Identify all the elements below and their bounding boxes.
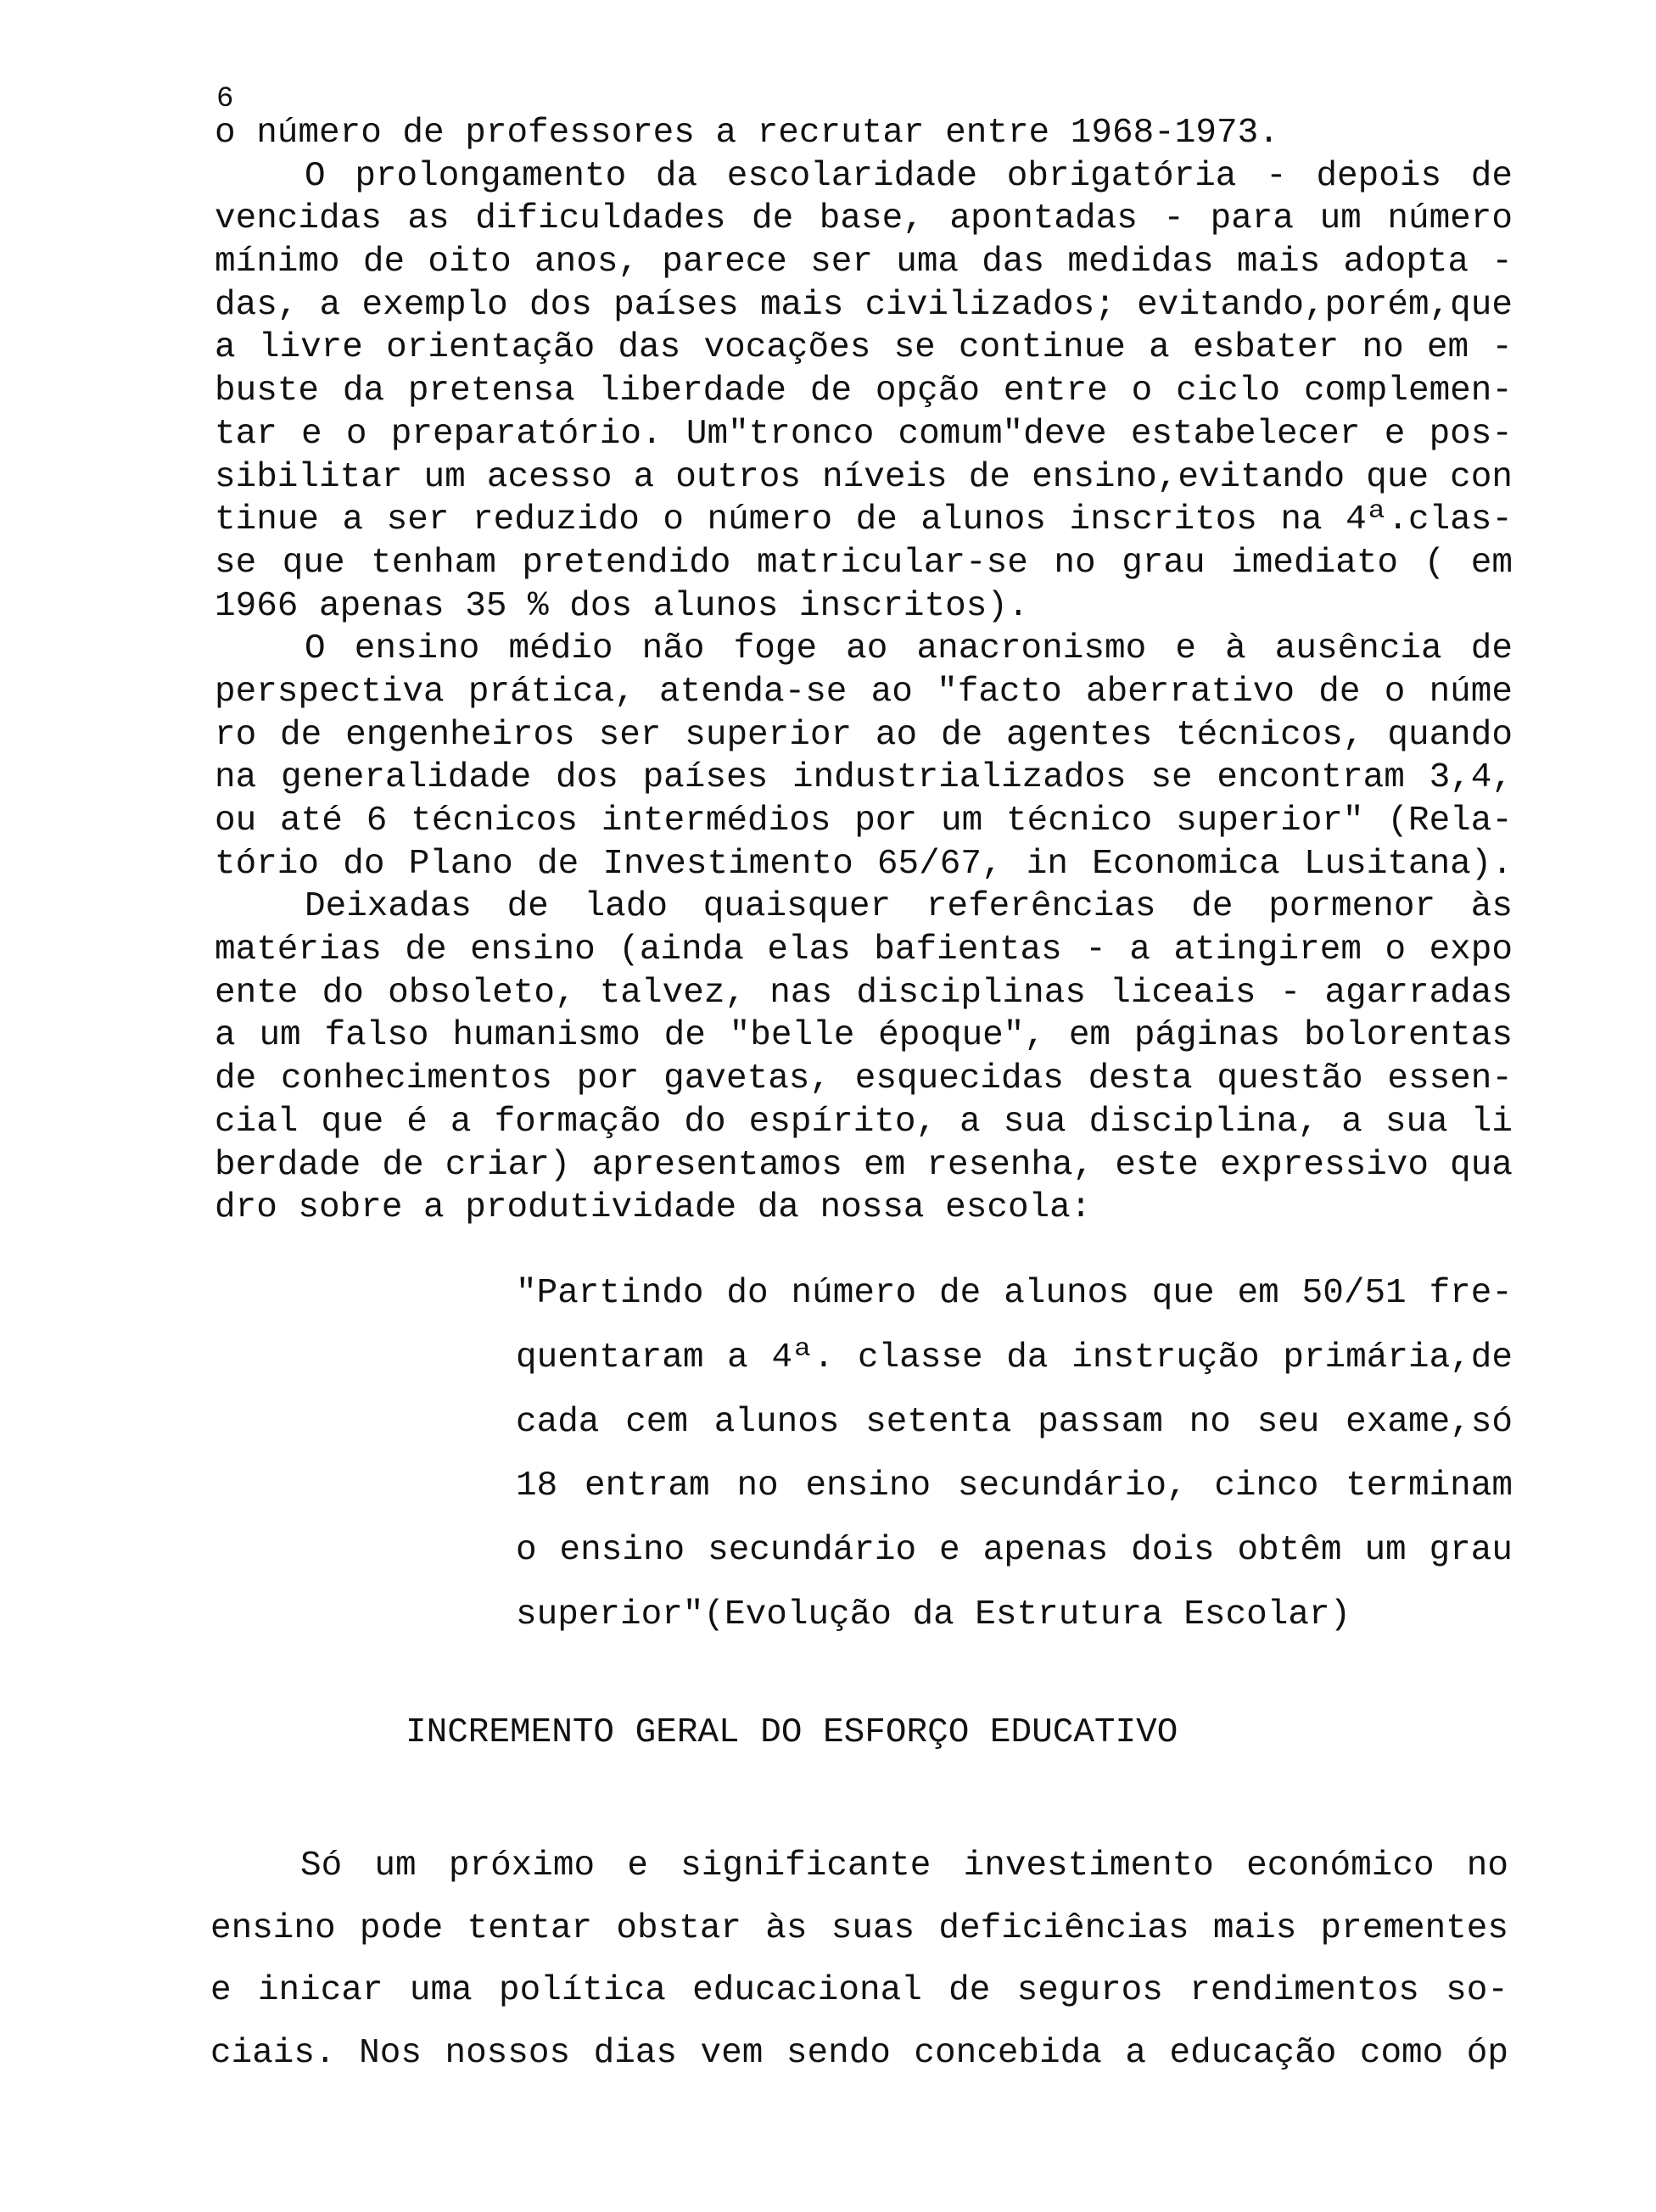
- text-line: cada cem alunos setenta passam no seu exame,só: [516, 1402, 1513, 1442]
- text-line: superior"(Evolução da Estrutura Escolar): [516, 1595, 1351, 1634]
- text-line: ensino pode tentar obstar às suas deficiências mais prementes: [210, 1908, 1508, 1948]
- block-quote: [516, 1262, 1513, 1648]
- text-line: Só um próximo e significante investimento económico no: [300, 1846, 1508, 1885]
- text-line: se que tenham pretendido matricular-se no grau imediato ( em: [215, 543, 1513, 583]
- text-line: e inicar uma política educacional de seguros rendimentos so-: [210, 1971, 1508, 2010]
- text-line: de conhecimentos por gavetas, esquecidas desta questão essen-: [215, 1059, 1513, 1099]
- text-line: das, a exemplo dos países mais civilizados; evitando,porém,que: [215, 285, 1513, 325]
- text-line: dro sobre a produtividade da nossa escola:: [215, 1188, 1092, 1228]
- text-line: ou até 6 técnicos intermédios por um técnico superior" (Rela-: [215, 802, 1513, 841]
- body-text-top: [215, 112, 1513, 1230]
- text-line: O ensino médio não foge ao anacronismo e à ausência de: [305, 629, 1513, 669]
- text-line: cial que é a formação do espírito, a sua disciplina, a sua li: [215, 1102, 1513, 1142]
- text-line: 1966 apenas 35 % dos alunos inscritos).: [215, 586, 1029, 626]
- text-line: o ensino secundário e apenas dois obtêm um grau: [516, 1531, 1513, 1571]
- text-line: "Partindo do número de alunos que em 50/51 fre-: [516, 1274, 1513, 1313]
- text-line: a um falso humanismo de "belle époque", em páginas bolorentas: [215, 1016, 1513, 1056]
- text-line: matérias de ensino (ainda elas bafientas - a atingirem o expo: [215, 930, 1513, 970]
- text-line: o número de professores a recrutar entre 1968-1973.: [215, 114, 1279, 153]
- text-line: Deixadas de lado quaisquer referências de pormenor às: [305, 887, 1513, 927]
- text-line: perspectiva prática, atenda-se ao "facto aberrativo de o núme: [215, 672, 1513, 712]
- text-line: ro de engenheiros ser superior ao de agentes técnicos, quando: [215, 715, 1513, 755]
- text-line: buste da pretensa liberdade de opção entre o ciclo complemen-: [215, 371, 1513, 411]
- text-line: tinue a ser reduzido o número de alunos inscritos na 4ª.clas-: [215, 500, 1513, 540]
- body-text-bottom: [210, 1835, 1508, 2085]
- text-line: ente do obsoleto, talvez, nas disciplinas liceais - agarradas: [215, 973, 1513, 1013]
- text-line: O prolongamento da escolaridade obrigatória - depois de: [305, 156, 1513, 196]
- text-line: mínimo de oito anos, parece ser uma das medidas mais adopta -: [215, 243, 1513, 282]
- text-line: quentaram a 4ª. classe da instrução primária,de: [516, 1338, 1513, 1377]
- text-line: tório do Plano de Investimento 65/67, in Economica Lusitana).: [215, 844, 1513, 884]
- text-line: berdade de criar) apresentamos em resenha, este expressivo qua: [215, 1145, 1513, 1185]
- text-line: na generalidade dos países industrializados se encontram 3,4,: [215, 758, 1513, 798]
- page-number: 6: [216, 83, 234, 115]
- text-line: tar e o preparatório. Um"tronco comum"deve estabelecer e pos-: [215, 414, 1513, 454]
- text-line: sibilitar um acesso a outros níveis de ensino,evitando que con: [215, 457, 1513, 497]
- section-heading: INCREMENTO GERAL DO ESFORÇO EDUCATIVO: [406, 1713, 1178, 1752]
- text-line: a livre orientação das vocações se continue a esbater no em -: [215, 328, 1513, 368]
- text-line: 18 entram no ensino secundário, cinco terminam: [516, 1466, 1513, 1506]
- text-line: vencidas as dificuldades de base, apontadas - para um número: [215, 199, 1513, 239]
- text-line: ciais. Nos nossos dias vem sendo concebida a educação como óp: [210, 2033, 1508, 2073]
